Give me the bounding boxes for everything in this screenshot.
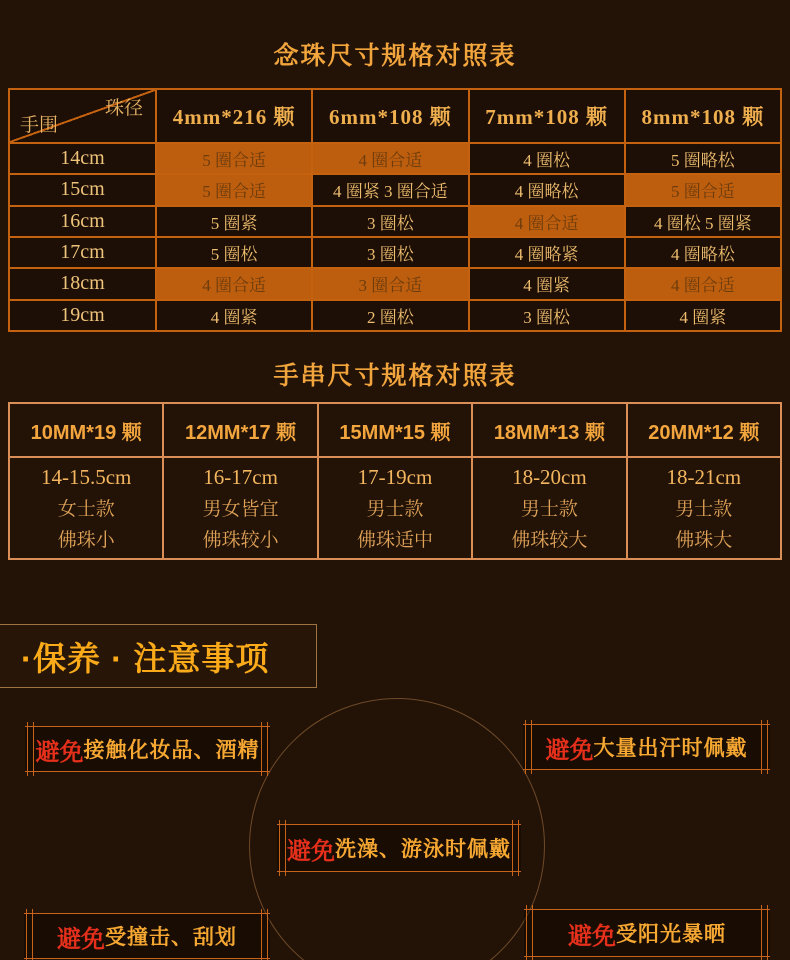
corner-label-bead-diameter: 珠径 xyxy=(104,98,143,119)
table-cell: 4 圈略紧 xyxy=(470,238,624,267)
table-cell: 5 圈紧 xyxy=(157,207,311,236)
bead-note: 佛珠适中 xyxy=(356,529,433,551)
table-cell: 3 圈合适 xyxy=(313,269,467,298)
care-section-title: ·保养 · 注意事项 xyxy=(0,624,317,688)
avoid-label: 避免 xyxy=(57,925,105,953)
column-header: 20MM*12 颗 xyxy=(628,404,780,456)
bracelet-cell xyxy=(319,458,471,558)
warning-avoid-impact-scratch xyxy=(24,913,270,959)
warning-text: 接触化妆品、酒精 xyxy=(83,739,260,762)
row-label: 15cm xyxy=(10,175,155,204)
style-note: 男士款 xyxy=(675,498,733,520)
warning-avoid-bathing-swimming xyxy=(277,824,521,872)
table-cell: 4 圈略松 xyxy=(470,175,624,204)
bracelet-table-title: 手串尺寸规格对照表 xyxy=(273,362,517,390)
bracelet-cell xyxy=(473,458,625,558)
style-note: 男士款 xyxy=(366,498,424,520)
warning-text: 洗澡、游泳时佩戴 xyxy=(335,838,511,861)
table-cell: 5 圈合适 xyxy=(626,175,780,204)
warning-text: 受阳光暴晒 xyxy=(616,923,726,946)
style-note: 男女皆宜 xyxy=(202,498,279,520)
table-cell: 4 圈紧 3 圈合适 xyxy=(313,175,467,204)
size-range: 17-19cm xyxy=(357,464,433,489)
size-range: 18-21cm xyxy=(666,464,742,489)
size-range: 18-20cm xyxy=(512,464,587,489)
corner-label-wrist-size: 手围 xyxy=(20,115,59,136)
table-cell: 4 圈松 xyxy=(470,144,624,173)
bracelet-cell xyxy=(164,458,316,558)
table-cell: 4 圈合适 xyxy=(313,144,467,173)
table-cell: 4 圈松 5 圈紧 xyxy=(626,207,780,236)
row-label: 16cm xyxy=(10,207,155,236)
table-cell: 4 圈紧 xyxy=(157,301,311,330)
column-header: 15MM*15 颗 xyxy=(319,404,471,456)
warning-avoid-sunlight xyxy=(524,909,770,957)
row-label: 14cm xyxy=(10,144,155,173)
table-cell: 5 圈合适 xyxy=(157,175,311,204)
style-note: 女士款 xyxy=(57,498,115,520)
table-cell: 4 圈紧 xyxy=(626,301,780,330)
table-cell: 3 圈松 xyxy=(470,301,624,330)
row-label: 18cm xyxy=(10,269,155,298)
size-range: 16-17cm xyxy=(203,464,278,489)
table-cell: 5 圈略松 xyxy=(626,144,780,173)
column-header: 4mm*216 颗 xyxy=(157,90,311,142)
bracelet-size-table xyxy=(8,402,782,560)
bracelet-cell xyxy=(10,458,162,558)
table-cell: 2 圈松 xyxy=(313,301,467,330)
size-range: 14-15.5cm xyxy=(40,464,132,489)
table-cell: 4 圈合适 xyxy=(626,269,780,298)
bracelet-cell xyxy=(628,458,780,558)
avoid-label: 避免 xyxy=(287,837,335,865)
avoid-label: 避免 xyxy=(568,922,616,950)
row-label: 19cm xyxy=(10,301,155,330)
table-cell: 4 圈紧 xyxy=(470,269,624,298)
column-header: 7mm*108 颗 xyxy=(470,90,624,142)
table-cell: 3 圈松 xyxy=(313,207,467,236)
avoid-label: 避免 xyxy=(35,738,84,766)
table-corner-cell xyxy=(10,90,155,142)
warning-avoid-cosmetics xyxy=(25,726,270,772)
warning-text: 受撞击、刮划 xyxy=(105,926,237,949)
column-header: 6mm*108 颗 xyxy=(313,90,467,142)
style-note: 男士款 xyxy=(520,498,578,520)
warning-avoid-sweat xyxy=(523,724,770,770)
bead-note: 佛珠大 xyxy=(675,529,733,551)
table-cell: 4 圈略松 xyxy=(626,238,780,267)
rosary-size-table xyxy=(8,88,782,332)
bead-note: 佛珠较大 xyxy=(511,529,588,551)
table-cell: 3 圈松 xyxy=(313,238,467,267)
table-cell: 5 圈松 xyxy=(157,238,311,267)
avoid-label: 避免 xyxy=(545,736,594,764)
column-header: 12MM*17 颗 xyxy=(164,404,316,456)
rosary-table-title: 念珠尺寸规格对照表 xyxy=(273,42,517,70)
table-cell: 4 圈合适 xyxy=(157,269,311,298)
bead-note: 佛珠较小 xyxy=(202,529,279,551)
column-header: 18MM*13 颗 xyxy=(473,404,625,456)
column-header: 8mm*108 颗 xyxy=(626,90,780,142)
bead-note: 佛珠小 xyxy=(57,529,115,551)
table-cell: 4 圈合适 xyxy=(470,207,624,236)
column-header: 10MM*19 颗 xyxy=(10,404,162,456)
warning-text: 大量出汗时佩戴 xyxy=(593,737,748,760)
row-label: 17cm xyxy=(10,238,155,267)
table-cell: 5 圈合适 xyxy=(157,144,311,173)
